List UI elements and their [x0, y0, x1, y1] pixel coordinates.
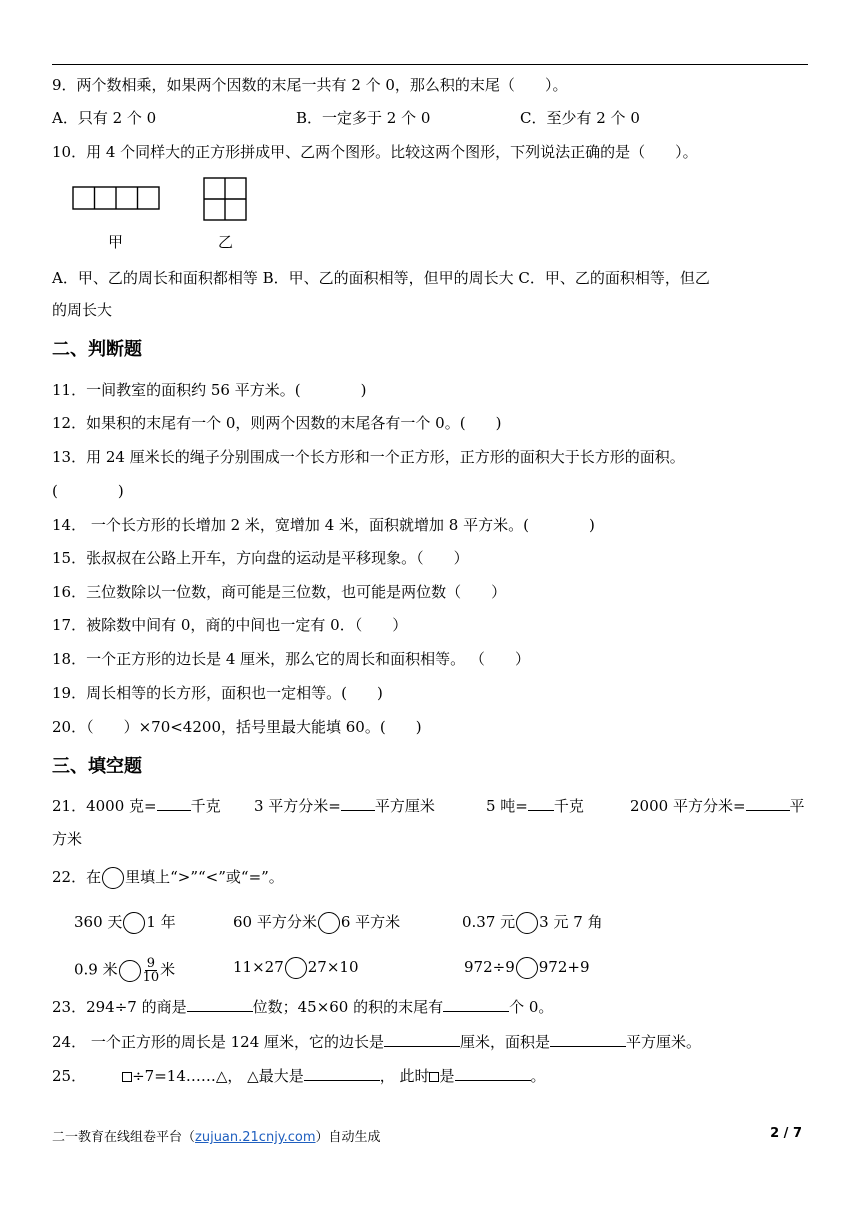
fraction-denominator: 10 [142, 970, 160, 985]
question-23-text-3: 个 0。 [509, 998, 554, 1016]
compare-left: 60 平方分米 [233, 913, 317, 931]
compare-left: 972÷9 [464, 958, 515, 976]
compare-left: 360 天 [74, 913, 123, 931]
compare-right: 米 [160, 960, 176, 979]
question-21-a-label: 4000 克= [86, 797, 157, 815]
question-21-cont: 方米 [52, 830, 83, 848]
question-23-text-2: 位数；45×60 的积的末尾有 [252, 998, 444, 1016]
answer-blank[interactable] [550, 1032, 626, 1047]
question-9-stem: 9．两个数相乘，如果两个因数的末尾一共有 2 个 0，那么积的末尾（ ）。 [52, 76, 568, 94]
compare-right: 972+9 [538, 958, 590, 976]
figure-yi [203, 177, 249, 223]
question-21-d-label: 2000 平方分米= [630, 797, 746, 815]
compare-item [233, 957, 359, 979]
circle-blank-icon [102, 867, 124, 889]
question-21-b-unit: 平方厘米 [374, 797, 435, 815]
compare-item [233, 912, 400, 934]
answer-blank[interactable] [443, 997, 509, 1012]
question-21-part-b [254, 796, 435, 816]
figure-yi-label: 乙 [218, 233, 234, 251]
question-21-c-label: 5 吨= [486, 797, 528, 815]
figure-jia [72, 186, 162, 212]
answer-blank[interactable] [746, 796, 790, 811]
section-2-title: 二、判断题 [52, 339, 142, 360]
judge-question-20: 20．（ ）×70<4200，括号里最大能填 60。( ) [52, 718, 422, 736]
question-25-text-3: 是 [439, 1067, 455, 1085]
judge-question-12: 12．如果积的末尾有一个 0，则两个因数的末尾各有一个 0。( ) [52, 414, 502, 432]
question-21-part-a [52, 796, 221, 816]
answer-blank[interactable] [187, 997, 253, 1012]
question-22-prefix: 22．在 [52, 868, 102, 886]
judge-question-16: 16．三位数除以一位数，商可能是三位数，也可能是两位数（ ） [52, 583, 507, 601]
judge-question-18: 18．一个正方形的边长是 4 厘米，那么它的周长和面积相等。 （ ） [52, 650, 530, 668]
answer-blank[interactable] [157, 796, 191, 811]
answer-blank[interactable] [304, 1066, 380, 1081]
compare-right: 6 平方米 [340, 913, 401, 931]
footer-source [52, 1126, 381, 1145]
judge-question-13: 13．用 24 厘米长的绳子分别围成一个长方形和一个正方形，正方形的面积大于长方形的面积。 [52, 448, 685, 466]
compare-right: 1 年 [146, 913, 176, 931]
question-21-part-d [630, 796, 805, 816]
judge-question-17: 17．被除数中间有 0，商的中间也一定有 0．（ ） [52, 616, 408, 634]
answer-blank[interactable] [341, 796, 375, 811]
footer-link[interactable]: zujuan.21cnjy.com [195, 1130, 316, 1145]
answer-blank[interactable] [455, 1066, 531, 1081]
footer-suffix: ）自动生成 [315, 1130, 381, 1145]
compare-left: 0.9 米 [74, 960, 118, 979]
question-21-b-label: 3 平方分米= [254, 797, 341, 815]
question-24-text-3: 平方厘米。 [626, 1033, 702, 1051]
question-9-option-c: C．至少有 2 个 0 [520, 109, 640, 127]
judge-question-19: 19．周长相等的长方形，面积也一定相等。( ) [52, 684, 383, 702]
compare-circle[interactable] [119, 960, 141, 982]
compare-item [464, 957, 590, 979]
fraction [143, 957, 160, 984]
question-24-text-1: 24． 一个正方形的周长是 124 厘米，它的边长是 [52, 1033, 385, 1051]
judge-question-14: 14． 一个长方形的长增加 2 米，宽增加 4 米，面积就增加 8 平方米。( ) [52, 516, 595, 534]
compare-left: 0.37 元 [462, 913, 516, 931]
question-10-stem: 10．用 4 个同样大的正方形拼成甲、乙两个图形。比较这两个图形，下列说法正确的是（ ）。 [52, 143, 698, 161]
question-25-text-4: 。 [530, 1067, 546, 1085]
question-10-options: A．甲、乙的周长和面积都相等 B．甲、乙的面积相等，但甲的周长大 C．甲、乙的面积相等，但乙 [52, 269, 710, 287]
answer-blank[interactable] [528, 796, 554, 811]
question-25-text-1: ÷7=14……△， △最大是 [132, 1067, 304, 1085]
question-23-text-1: 23．294÷7 的商是 [52, 998, 187, 1016]
question-9-option-b: B．一定多于 2 个 0 [296, 109, 431, 127]
question-22-suffix: 里填上“>”“<”或“=”。 [125, 868, 284, 886]
question-9-option-a: A．只有 2 个 0 [52, 109, 157, 127]
page-number: 2 / 7 [770, 1126, 802, 1141]
question-21-number: 21． [52, 797, 87, 815]
compare-circle[interactable] [516, 957, 538, 979]
question-10-options-cont: 的周长大 [52, 301, 113, 319]
fraction-numerator: 9 [146, 956, 156, 971]
answer-blank[interactable] [384, 1032, 460, 1047]
judge-question-13-blank: ( ) [52, 482, 124, 500]
square-placeholder-icon [429, 1072, 439, 1082]
question-23 [52, 997, 553, 1017]
compare-item [74, 912, 176, 934]
question-21-part-c [486, 796, 584, 816]
question-21-a-unit: 千克 [190, 797, 221, 815]
square-placeholder-icon [122, 1072, 132, 1082]
header-rule [52, 64, 808, 65]
question-22-stem [52, 867, 284, 889]
question-21-c-unit: 千克 [553, 797, 584, 815]
compare-circle[interactable] [318, 912, 340, 934]
compare-item [74, 957, 175, 984]
question-21-d-unit: 平 [789, 797, 805, 815]
figure-jia-label: 甲 [108, 233, 124, 251]
footer-prefix: 二一教育在线组卷平台（ [52, 1130, 196, 1145]
question-25-number: 25． [52, 1067, 87, 1085]
question-24 [52, 1032, 701, 1052]
compare-right: 3 元 7 角 [539, 913, 603, 931]
compare-circle[interactable] [516, 912, 538, 934]
question-24-text-2: 厘米，面积是 [460, 1033, 551, 1051]
compare-circle[interactable] [123, 912, 145, 934]
judge-question-15: 15．张叔叔在公路上开车，方向盘的运动是平移现象。（ ） [52, 549, 469, 567]
question-25-text-2: ， 此时 [379, 1067, 430, 1085]
section-3-title: 三、填空题 [52, 756, 142, 777]
compare-item [462, 912, 603, 934]
compare-left: 11×27 [233, 958, 284, 976]
question-25 [52, 1066, 546, 1086]
compare-right: 27×10 [307, 958, 359, 976]
compare-circle[interactable] [285, 957, 307, 979]
judge-question-11: 11．一间教室的面积约 56 平方米。( ) [52, 381, 367, 399]
